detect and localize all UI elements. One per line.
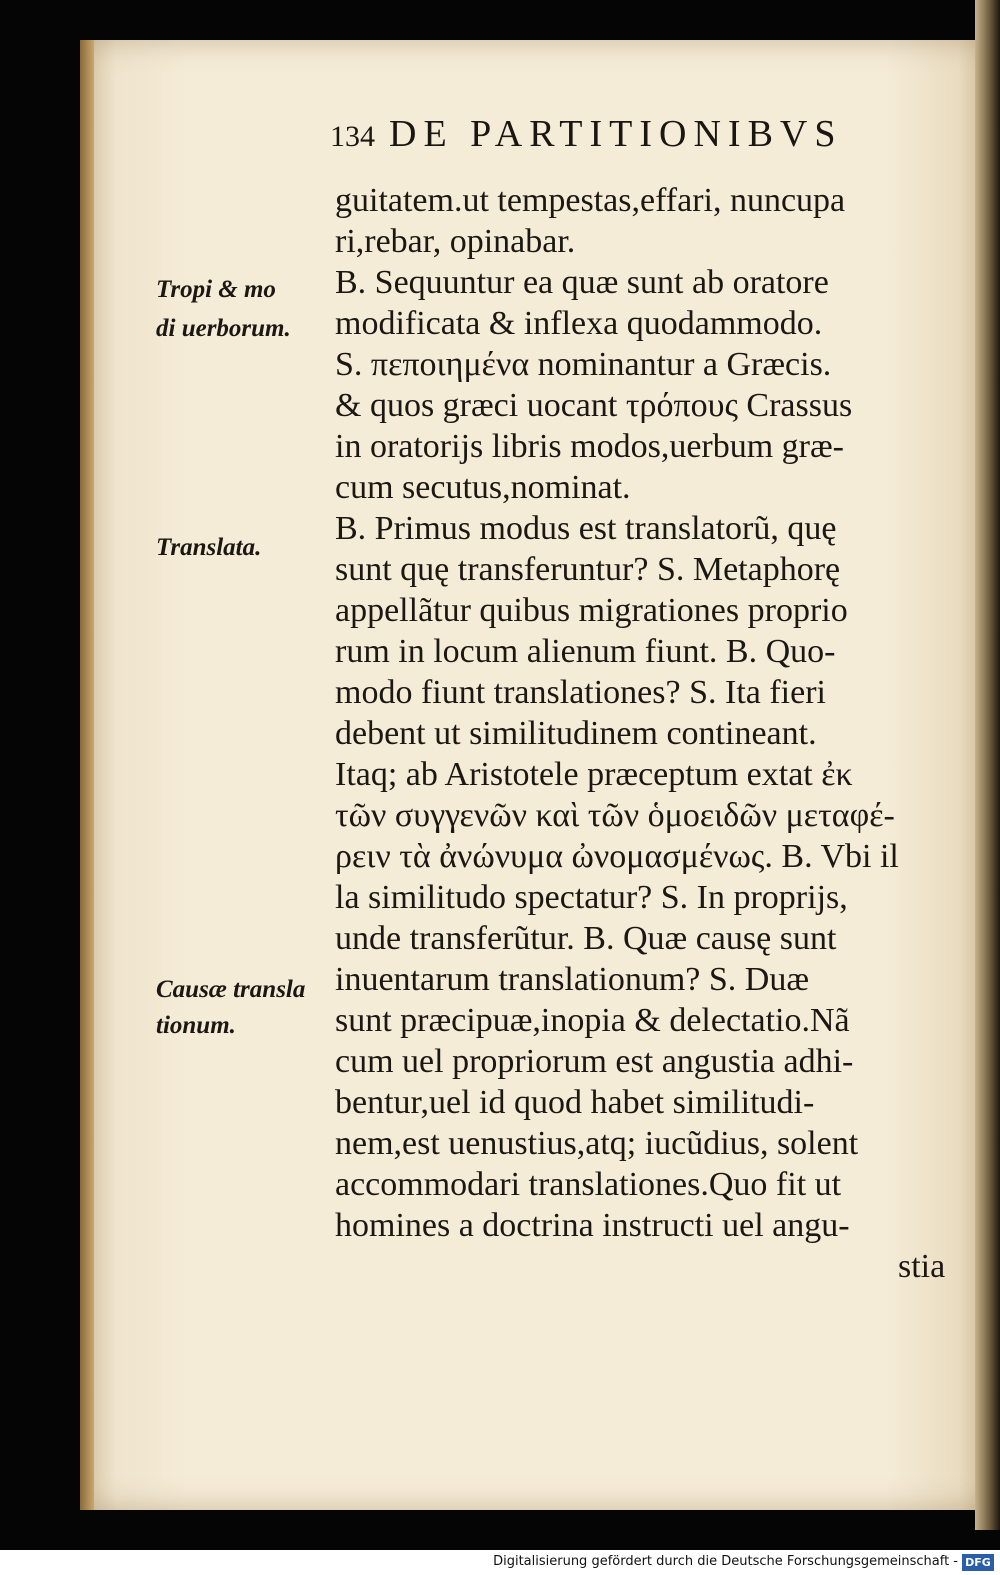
text-line: appellãtur quibus migrationes proprio: [335, 592, 848, 629]
text-line: guitatem.ut tempestas,effari, nuncupa: [335, 182, 846, 219]
text-line: τῶν συγγενῶν καὶ τῶν ὁμοειδῶν μεταφέ-: [335, 797, 895, 834]
text-line: ρειν τὰ ἀνώνυμα ὠνομασμένως. B. Vbi il: [335, 838, 899, 875]
text-line: inuentarum translationum? S. Duæ: [335, 961, 810, 998]
text-line: accommodari translationes.Quo fit ut: [335, 1166, 842, 1203]
text-line: rum in locum alienum fiunt. B. Quo-: [335, 633, 836, 670]
text-line: nem,est uenustius,atq; iucũdius, solent: [335, 1125, 859, 1162]
margin-note: Tropi & mo: [156, 276, 276, 303]
text-line: modo fiunt translationes? S. Ita fieri: [335, 674, 826, 711]
text-line: S. πεποιημένα nominantur a Græcis.: [335, 346, 832, 383]
text-line: homines a doctrina instructi uel angu-: [335, 1207, 850, 1244]
text-line: la similitudo spectatur? S. In proprijs,: [335, 879, 848, 916]
text-line: bentur,uel id quod habet similitudi-: [335, 1084, 815, 1121]
text-line: & quos græci uocant τρόπους Crassus: [335, 387, 853, 424]
text-line: modificata & inflexa quodammodo.: [335, 305, 823, 342]
margin-note: di uerborum.: [156, 315, 291, 342]
running-title: DE PARTITIONIBVS: [389, 113, 843, 155]
text-line: sunt præcipuæ,inopia & delectatio.Nã: [335, 1002, 850, 1039]
dfg-logo: DFG: [962, 1554, 994, 1571]
margin-note: Translata.: [156, 534, 262, 561]
text-line: ri,rebar, opinabar.: [335, 223, 576, 260]
text-line: sunt quę transferuntur? S. Metaphorę: [335, 551, 841, 588]
text-line: cum uel propriorum est angustia adhi-: [335, 1043, 854, 1080]
funding-credit: Digitalisierung gefördert durch die Deutsche Forschungsgemeinschaft -: [493, 1554, 958, 1569]
text-line: Itaq; ab Aristotele præceptum extat ἐκ: [335, 756, 853, 793]
margin-note: tionum.: [156, 1012, 236, 1039]
text-line: in oratorijs libris modos,uerbum græ-: [335, 428, 845, 465]
text-line: B. Primus modus est translatorũ, quę: [335, 510, 837, 547]
page-gutter: [80, 40, 94, 1510]
margin-note: Causæ transla: [156, 976, 306, 1003]
catchword: stia: [898, 1248, 946, 1285]
text-line: B. Sequuntur ea quæ sunt ab oratore: [335, 264, 829, 301]
running-header: [330, 112, 890, 162]
text-line: debent ut similitudinem contineant.: [335, 715, 817, 752]
footer-bar: [0, 1550, 1000, 1575]
text-line: cum secutus,nominat.: [335, 469, 631, 506]
page-fore-edge: [975, 0, 1000, 1530]
text-line: unde transferũtur. B. Quæ causę sunt: [335, 920, 837, 957]
page-number: 134: [330, 120, 375, 153]
